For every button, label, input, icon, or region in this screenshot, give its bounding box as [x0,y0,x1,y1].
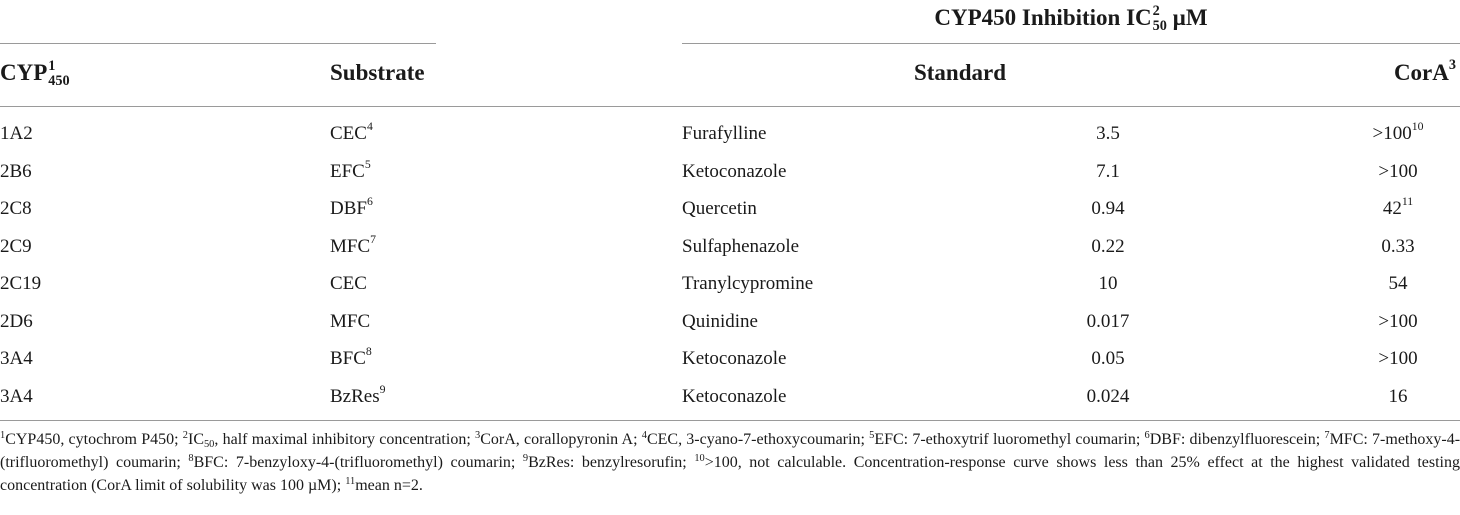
cell-cora [1320,265,1460,303]
footnote-marker: 10 [694,452,705,464]
cell-cora-text: 42 [1382,198,1402,219]
table-row [0,303,1460,341]
column-header-substrate: Substrate [330,60,425,85]
footnote-text: IC [187,431,204,448]
cell-cora-text: >100 [1378,310,1418,332]
cell-standard: Ketoconazole [682,385,787,407]
footnote-text: , half maximal inhibitory concentration; [214,431,475,448]
cell-cora-text: 0.33 [1381,235,1415,257]
cell-cyp: 3A4 [0,348,33,369]
cell-cora [1320,228,1460,266]
cell-substrate-sup: 4 [366,120,373,134]
footnote-marker: 5 [869,429,875,441]
cell-standard-value: 0.05 [1091,348,1125,369]
cell-standard-value: 0.22 [1091,235,1125,257]
cell-substrate [330,228,376,266]
cell-standard-value: 0.017 [1086,310,1130,332]
table-row [0,340,1460,378]
footnote-marker: 8 [188,452,194,464]
cell-cyp: 3A4 [0,385,33,407]
table-row [0,153,1460,191]
table-body [0,115,1460,415]
cell-cyp: 2C19 [0,273,42,294]
cell-standard: Tranylcypromine [682,273,814,294]
group-header-supsub [1153,4,1167,34]
cell-substrate-text: MFC [330,310,371,332]
cell-substrate-sup: 5 [364,157,371,171]
cell-substrate [330,378,386,416]
cell-cyp: 2C9 [0,235,32,257]
cell-cora [1320,153,1460,191]
footnote-text: BFC: 7-benzyloxy-4-(trifluoromethyl) coumarin; [193,454,523,471]
table-row [0,115,1460,153]
footnote-text: CorA, corallopyronin A; [480,431,642,448]
cell-substrate [330,303,370,341]
header-rule-left [0,43,436,44]
cell-cora-text: >100 [1378,348,1418,369]
cell-substrate [330,265,367,303]
cell-cora-sup: 10 [1411,120,1424,134]
group-header-ic50 [682,2,1460,34]
cell-substrate-sup: 6 [366,195,373,209]
table-row [0,265,1460,303]
cell-substrate [330,190,373,228]
cell-substrate-text: MFC [330,235,371,257]
cell-standard: Quercetin [682,198,757,219]
cell-cyp: 2C8 [0,198,32,219]
group-header-text: CYP450 Inhibition IC [934,5,1152,30]
column-header-cyp-text: CYP [0,60,48,85]
cell-cora [1320,115,1460,153]
cell-standard-value: 3.5 [1096,123,1120,144]
cell-cora [1320,340,1460,378]
cell-standard: Quinidine [682,310,758,332]
footnote-text: mean n=2. [355,477,423,494]
header-bottom-rule [0,106,1460,107]
footnote-marker: 7 [1324,429,1330,441]
header-rule-right [682,43,1460,44]
column-header-cora-sup: 3 [1448,57,1456,74]
cell-cora [1320,190,1460,228]
cell-cyp: 2D6 [0,310,33,332]
cell-standard: Sulfaphenazole [682,235,800,257]
cell-substrate [330,340,372,378]
cell-substrate-text: EFC [330,160,365,182]
table-row [0,190,1460,228]
cell-substrate-text: DBF [330,198,367,219]
cell-substrate [330,153,371,191]
footnote-marker: 1 [0,429,6,441]
footnote-text: CEC, 3-cyano-7-ethoxycoumarin; [646,431,870,448]
group-header-unit: µM [1166,5,1208,30]
cell-substrate-text: CEC [330,123,367,144]
footnote-text: MFC: 7-methoxy-4-(trifluoromethyl) coumarin; [0,431,1460,471]
footnote-subscript: 50 [203,439,215,451]
table-bottom-rule [0,420,1460,421]
table-row [0,228,1460,266]
cell-standard-value: 7.1 [1096,160,1120,182]
footnote-marker: 4 [641,429,647,441]
table-row [0,378,1460,416]
column-header-cyp-supsub [48,59,69,89]
footnote-text: CYP450, cytochrom P450; [5,431,183,448]
cell-substrate-text: CEC [330,273,367,294]
cell-cyp: 1A2 [0,123,33,144]
cell-cora-text: 54 [1388,273,1408,294]
cell-cora [1320,303,1460,341]
footnote-marker: 3 [475,429,481,441]
cell-cora [1320,378,1460,416]
column-header-cyp-sup: 1 [48,58,56,75]
column-header-cora [1300,58,1456,88]
cell-substrate-text: BFC [330,348,366,369]
cell-substrate [330,115,373,153]
footnote-text: DBF: dibenzylfluorescein; [1149,431,1325,448]
column-header-cyp [0,58,70,89]
footnote-marker: 2 [182,429,188,441]
cell-substrate-sup: 9 [379,382,386,396]
cell-standard: Ketoconazole [682,348,787,369]
column-header-standard: Standard [913,60,1007,85]
footnote-marker: 11 [345,475,356,487]
column-header-cora-text: CorA [1393,60,1449,85]
column-header-cyp-sub: 450 [48,72,70,89]
cell-substrate-sup: 7 [370,232,377,246]
cell-standard-value: 0.94 [1091,198,1125,219]
cell-substrate-text: BzRes [330,385,380,407]
footnote-text: >100, not calculable. Concentration-response curve shows less than 25% effect at the highest validated testing concentration (CorA limit of solubility was 100 µM); [0,454,1460,494]
cell-cora-text: 16 [1388,385,1408,407]
table-footnotes [0,428,1460,497]
cell-cora-text: >100 [1372,123,1412,144]
cell-standard-value: 0.024 [1086,385,1130,407]
cell-cora-text: >100 [1378,160,1418,182]
cell-cora-sup: 11 [1401,195,1414,209]
cell-standard-value: 10 [1098,273,1118,294]
footnote-text: BzRes: benzylresorufin; [528,454,695,471]
footnote-text: EFC: 7-ethoxytrif luoromethyl coumarin; [874,431,1145,448]
footnote-marker: 9 [522,452,529,464]
cell-cyp: 2B6 [0,160,32,182]
group-header-sub: 50 [1152,17,1167,34]
cell-standard: Furafylline [682,123,767,144]
group-header-sup: 2 [1152,3,1160,20]
footnote-marker: 6 [1144,429,1150,441]
cell-standard: Ketoconazole [682,160,787,182]
cell-substrate-sup: 8 [365,345,372,359]
